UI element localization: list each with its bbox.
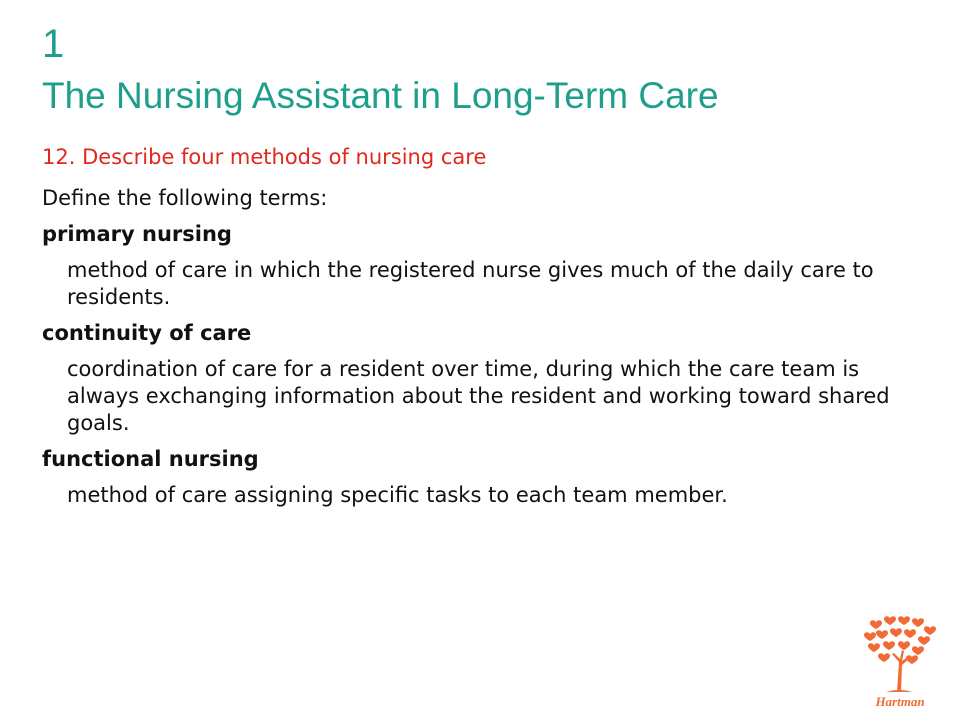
term-functional-nursing: functional nursing	[42, 447, 259, 471]
heart-tree-icon	[864, 616, 936, 692]
definition-continuity-of-care: coordination of care for a resident over time, during which the care team is always exchanging information about the resident and working toward shared goals.	[67, 357, 890, 435]
term-primary-nursing: primary nursing	[42, 222, 232, 246]
intro-text: Define the following terms:	[42, 186, 328, 210]
chapter-title: The Nursing Assistant in Long-Term Care	[42, 75, 719, 116]
hartman-logo	[862, 614, 938, 710]
slide-body	[42, 140, 922, 513]
definition-primary-nursing: method of care in which the registered nurse gives much of the daily care to residents.	[67, 258, 874, 309]
term-continuity-of-care: continuity of care	[42, 321, 252, 345]
chapter-number: 1	[42, 22, 65, 66]
logo-text: Hartman	[875, 694, 925, 709]
definition-functional-nursing: method of care assigning specific tasks to each team member.	[67, 483, 728, 507]
learning-objective: 12. Describe four methods of nursing care	[42, 145, 487, 169]
